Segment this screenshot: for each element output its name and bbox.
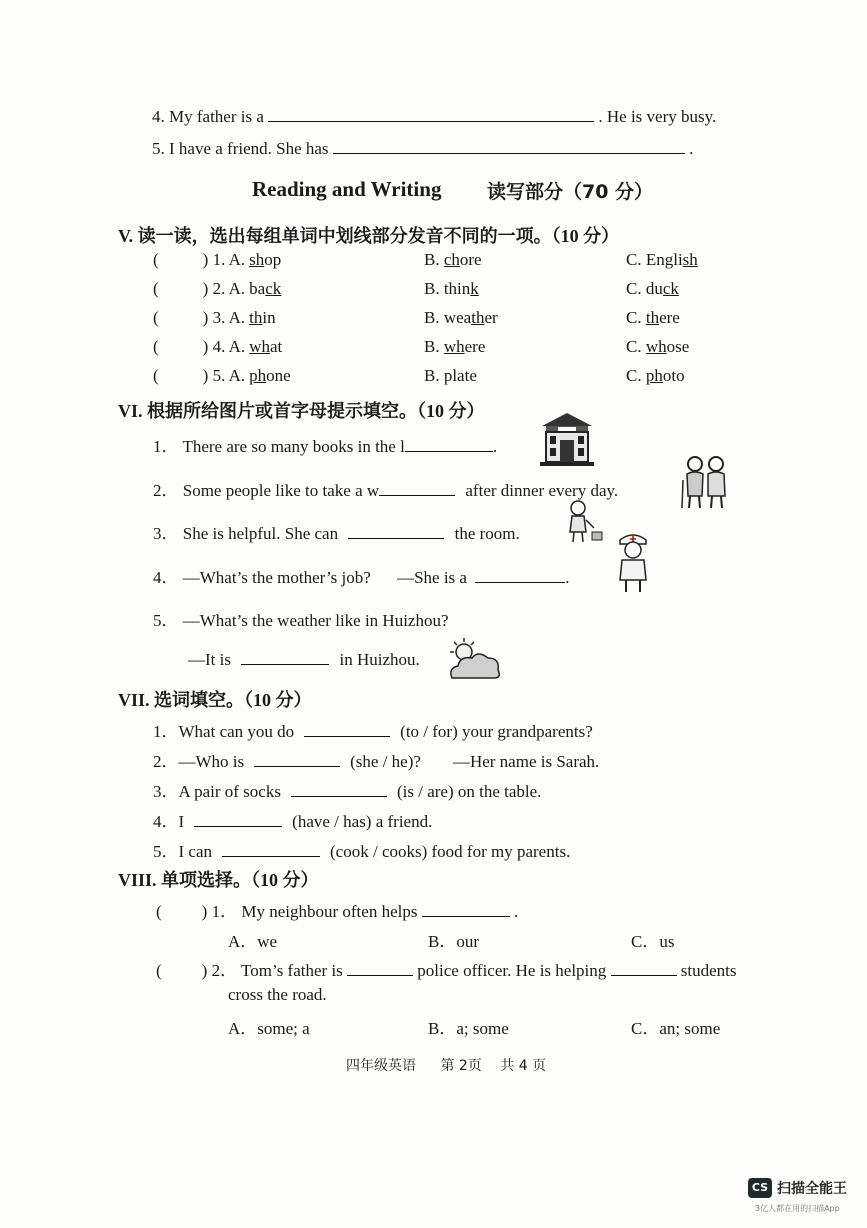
picture-item-4: 4． —What’s the mother’s job? —She is a . xyxy=(153,568,570,587)
option-c xyxy=(626,250,698,270)
section-vii-heading: VII. 选词填空。（10 分） xyxy=(118,690,312,710)
fill-item-4: 4. My father is a . He is very busy. xyxy=(152,107,717,126)
choose-word-item xyxy=(153,807,432,832)
answer-paren: ( xyxy=(153,366,159,385)
answer-blank[interactable] xyxy=(475,568,565,583)
question-number: ) 4. A. xyxy=(202,337,246,356)
answer-paren: ( xyxy=(153,279,159,298)
option-b-post: ere xyxy=(464,337,486,356)
phonics-row xyxy=(153,279,281,299)
option-a-underlined: ph xyxy=(249,366,267,385)
option-c-underlined: ph xyxy=(645,366,663,385)
question-number: 1． xyxy=(153,722,179,741)
section-title-cn: 读写部分（70 分） xyxy=(487,181,654,203)
fill-item-5: 5. I have a friend. She has . xyxy=(152,139,694,158)
phonics-row xyxy=(153,308,276,328)
option-b-pre: B. plate xyxy=(424,366,477,385)
nurse-icon xyxy=(612,528,654,594)
cleaning-girl-icon xyxy=(564,498,604,546)
phonics-row xyxy=(153,250,281,270)
option-c xyxy=(626,279,679,299)
question-number: ) 5. A. xyxy=(202,366,246,385)
camscanner-logo: CS xyxy=(748,1178,772,1198)
option-c-pre: C. xyxy=(626,366,646,385)
phonics-row xyxy=(153,337,282,357)
option-a-underlined: th xyxy=(249,308,263,327)
word-choices: (have / has) a friend. xyxy=(292,812,433,831)
question-text: —Who is xyxy=(178,752,245,771)
option-a-underlined: wh xyxy=(249,337,270,356)
mc-q2-option-b: B．a; some xyxy=(428,1019,509,1038)
library-icon xyxy=(538,410,596,468)
option-c-post: ere xyxy=(659,308,680,327)
camscanner-name: 扫描全能王 xyxy=(777,1181,847,1197)
choose-word-item xyxy=(153,777,541,802)
picture-item-5: 5． —What’s the weather like in Huizhou? xyxy=(153,611,449,630)
option-b xyxy=(424,366,477,386)
mc-q2-line2: cross the road. xyxy=(228,985,327,1004)
option-b-post: ore xyxy=(459,250,482,269)
option-c-pre: C. Engli xyxy=(626,250,683,269)
question-number: 2． xyxy=(153,752,179,771)
option-b xyxy=(424,308,498,328)
choose-word-item xyxy=(153,717,593,742)
question-number: ) 2. A. xyxy=(202,279,246,298)
option-b-pre: B. xyxy=(424,250,444,269)
option-c-underlined: sh xyxy=(682,250,698,269)
question-text: What can you do xyxy=(178,722,295,741)
section-v-heading: V. 读一读，选出每组单词中划线部分发音不同的一项。（10 分） xyxy=(118,226,620,246)
option-c-underlined: th xyxy=(645,308,660,327)
question-number: ) 3. A. xyxy=(202,308,246,327)
option-c-post: oto xyxy=(662,366,685,385)
option-a-underlined: ck xyxy=(265,279,282,298)
section-title-en: Reading and Writing xyxy=(252,177,442,201)
mc-q2-option-c: C．an; some xyxy=(631,1019,721,1038)
option-c-post: ose xyxy=(666,337,690,356)
option-c xyxy=(626,308,680,328)
page-footer: 四年级英语 第 2页 共 4 页 xyxy=(346,1058,547,1074)
answer-blank[interactable] xyxy=(291,782,387,797)
mc-q2-option-a: A．some; a xyxy=(228,1019,310,1038)
option-a-post: op xyxy=(264,250,282,269)
answer-paren: ( xyxy=(153,250,159,269)
answer-blank[interactable] xyxy=(241,650,329,665)
option-a-post: one xyxy=(266,366,291,385)
option-a-post: at xyxy=(269,337,283,356)
answer-blank[interactable] xyxy=(194,812,282,827)
option-c-underlined: wh xyxy=(645,337,667,356)
question-text: A pair of socks xyxy=(178,782,281,801)
word-choices: (to / for) your grandparents? xyxy=(400,722,593,741)
mc-q1-option-b: B．our xyxy=(428,932,479,951)
cloudy-sun-icon xyxy=(446,638,502,682)
option-b-pre: B. thin xyxy=(424,279,471,298)
answer-blank[interactable] xyxy=(405,437,493,452)
option-b-underlined: ch xyxy=(443,250,460,269)
answer-paren: ( xyxy=(153,308,159,327)
option-b-underlined: wh xyxy=(443,337,465,356)
camscanner-tagline: 3亿人都在用的扫描App xyxy=(755,1204,840,1213)
answer-blank[interactable] xyxy=(611,961,677,976)
option-b-post: er xyxy=(484,308,498,327)
question-number: 5． xyxy=(153,842,179,861)
option-c-underlined: ck xyxy=(662,279,679,298)
word-choices: (cook / cooks) food for my parents. xyxy=(330,842,571,861)
question-number: 4． xyxy=(153,812,179,831)
question-number: ) 1. A. xyxy=(202,250,246,269)
answer-blank[interactable] xyxy=(268,107,594,122)
option-a-post: in xyxy=(262,308,276,327)
option-a-pre: ba xyxy=(249,279,266,298)
old-couple-icon xyxy=(678,452,732,510)
mc-question-1: ( ) 1． My neighbour often helps . xyxy=(156,902,519,921)
option-b-underlined: k xyxy=(470,279,479,298)
answer-blank[interactable] xyxy=(422,902,510,917)
option-b-pre: B. xyxy=(424,337,444,356)
picture-item-3: 3． She is helpful. She can the room. xyxy=(153,524,520,543)
choose-word-item xyxy=(153,747,599,772)
reply-text: —Her name is Sarah. xyxy=(452,752,600,771)
option-b xyxy=(424,250,482,270)
question-text: I can xyxy=(178,842,213,861)
option-b-underlined: th xyxy=(471,308,485,327)
choose-word-item xyxy=(153,837,570,862)
answer-blank[interactable] xyxy=(333,139,685,154)
mc-q1-option-c: C．us xyxy=(631,932,675,951)
picture-item-2: 2． Some people like to take a w after dinner every day. xyxy=(153,481,619,500)
option-a-underlined: sh xyxy=(249,250,265,269)
phonics-row xyxy=(153,366,291,386)
mc-question-2: ( ) 2． Tom’s father is police officer. He is helping students xyxy=(156,961,737,980)
answer-blank[interactable] xyxy=(254,752,340,767)
option-b-pre: B. wea xyxy=(424,308,472,327)
picture-item-1: 1． There are so many books in the l . xyxy=(153,437,498,456)
question-text: I xyxy=(178,812,185,831)
answer-blank[interactable] xyxy=(348,524,444,539)
answer-blank[interactable] xyxy=(379,481,455,496)
option-b xyxy=(424,337,485,357)
option-c xyxy=(626,366,685,386)
option-c-pre: C. du xyxy=(626,279,663,298)
option-c xyxy=(626,337,689,357)
word-choices: (is / are) on the table. xyxy=(396,782,542,801)
option-b xyxy=(424,279,479,299)
section-viii-heading: VIII. 单项选择。（10 分） xyxy=(118,870,319,890)
mc-q1-option-a: A．we xyxy=(228,932,278,951)
picture-item-5-answer: —It is in Huizhou. xyxy=(188,650,420,669)
word-choices: (she / he)? xyxy=(350,752,421,771)
answer-paren: ( xyxy=(153,337,159,356)
option-c-pre: C. xyxy=(626,337,646,356)
option-c-pre: C. xyxy=(626,308,646,327)
question-number: 3． xyxy=(153,782,179,801)
section-vi-heading: VI. 根据所给图片或首字母提示填空。（10 分） xyxy=(118,401,485,421)
answer-blank[interactable] xyxy=(222,842,320,857)
answer-blank[interactable] xyxy=(347,961,413,976)
answer-blank[interactable] xyxy=(304,722,390,737)
